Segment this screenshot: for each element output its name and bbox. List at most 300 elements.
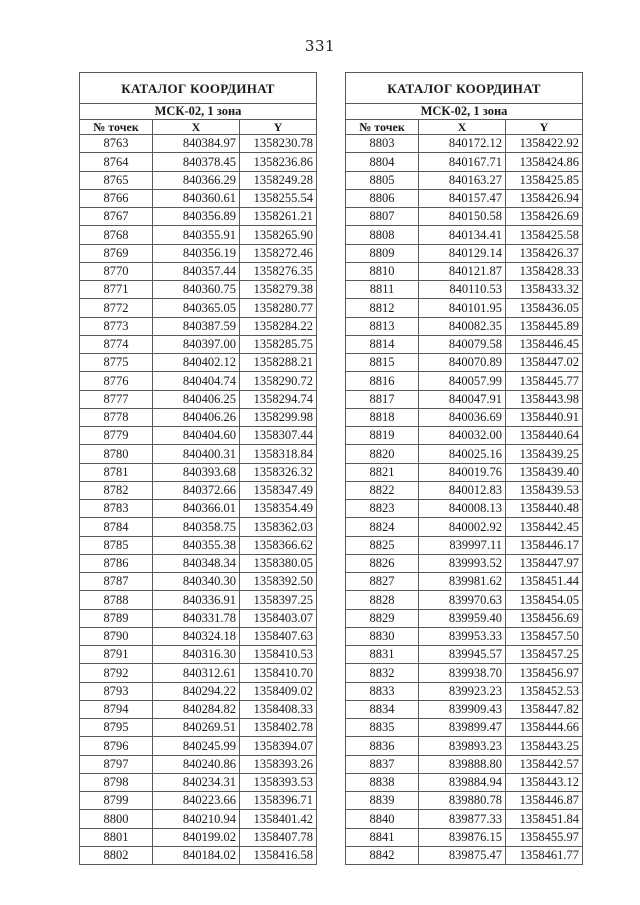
table-row	[80, 627, 317, 645]
y-coordinate-cell: 1358409.02	[240, 682, 317, 700]
table-row	[80, 189, 317, 207]
y-coordinate-cell: 1358440.91	[506, 408, 583, 426]
page-number: 331	[304, 37, 336, 55]
column-header-point-number: № точек	[346, 120, 419, 135]
point-number-cell: 8800	[80, 810, 153, 828]
y-coordinate-cell: 1358455.97	[506, 828, 583, 846]
point-number-cell: 8817	[346, 390, 419, 408]
x-coordinate-cell: 840167.71	[419, 153, 506, 171]
y-coordinate-cell: 1358447.97	[506, 554, 583, 572]
x-coordinate-cell: 840150.58	[419, 208, 506, 226]
x-coordinate-cell: 840355.91	[153, 226, 240, 244]
y-coordinate-cell: 1358422.92	[506, 135, 583, 153]
x-coordinate-cell: 840223.66	[153, 792, 240, 810]
y-coordinate-cell: 1358362.03	[240, 518, 317, 536]
point-number-cell: 8779	[80, 427, 153, 445]
y-coordinate-cell: 1358276.35	[240, 262, 317, 280]
x-coordinate-cell: 840184.02	[153, 846, 240, 864]
catalog-zone: МСК-02, 1 зона	[346, 104, 583, 120]
y-coordinate-cell: 1358439.53	[506, 481, 583, 499]
table-row	[80, 846, 317, 864]
y-coordinate-cell: 1358407.78	[240, 828, 317, 846]
point-number-cell: 8821	[346, 463, 419, 481]
point-number-cell: 8796	[80, 737, 153, 755]
y-coordinate-cell: 1358326.32	[240, 463, 317, 481]
x-coordinate-cell: 840402.12	[153, 354, 240, 372]
x-coordinate-cell: 840032.00	[419, 427, 506, 445]
y-coordinate-cell: 1358393.53	[240, 773, 317, 791]
x-coordinate-cell: 839938.70	[419, 664, 506, 682]
x-coordinate-cell: 839888.80	[419, 755, 506, 773]
table-row	[346, 646, 583, 664]
point-number-cell: 8831	[346, 646, 419, 664]
y-coordinate-cell: 1358456.69	[506, 609, 583, 627]
y-coordinate-cell: 1358445.89	[506, 317, 583, 335]
x-coordinate-cell: 840234.31	[153, 773, 240, 791]
point-number-cell: 8806	[346, 189, 419, 207]
y-coordinate-cell: 1358426.37	[506, 244, 583, 262]
table-row	[346, 463, 583, 481]
y-coordinate-cell: 1358284.22	[240, 317, 317, 335]
x-coordinate-cell: 840324.18	[153, 627, 240, 645]
x-coordinate-cell: 840163.27	[419, 171, 506, 189]
table-row	[80, 591, 317, 609]
y-coordinate-cell: 1358255.54	[240, 189, 317, 207]
point-number-cell: 8766	[80, 189, 153, 207]
y-coordinate-cell: 1358407.63	[240, 627, 317, 645]
x-coordinate-cell: 840366.01	[153, 500, 240, 518]
table-row	[346, 810, 583, 828]
x-coordinate-cell: 840079.58	[419, 335, 506, 353]
point-number-cell: 8786	[80, 554, 153, 572]
point-number-cell: 8770	[80, 262, 153, 280]
x-coordinate-cell: 840110.53	[419, 281, 506, 299]
point-number-cell: 8767	[80, 208, 153, 226]
y-coordinate-cell: 1358454.05	[506, 591, 583, 609]
point-number-cell: 8794	[80, 700, 153, 718]
x-coordinate-cell: 840294.22	[153, 682, 240, 700]
point-number-cell: 8798	[80, 773, 153, 791]
x-coordinate-cell: 840210.94	[153, 810, 240, 828]
point-number-cell: 8833	[346, 682, 419, 700]
y-coordinate-cell: 1358446.17	[506, 536, 583, 554]
x-coordinate-cell: 840047.91	[419, 390, 506, 408]
point-number-cell: 8774	[80, 335, 153, 353]
x-coordinate-cell: 840036.69	[419, 408, 506, 426]
point-number-cell: 8824	[346, 518, 419, 536]
y-coordinate-cell: 1358290.72	[240, 372, 317, 390]
table-row	[346, 317, 583, 335]
x-coordinate-cell: 840365.05	[153, 299, 240, 317]
table-row	[346, 481, 583, 499]
table-row	[80, 408, 317, 426]
table-row	[80, 682, 317, 700]
table-row	[346, 153, 583, 171]
table-row	[80, 536, 317, 554]
y-coordinate-cell: 1358457.50	[506, 627, 583, 645]
point-number-cell: 8809	[346, 244, 419, 262]
table-row	[80, 773, 317, 791]
table-row	[346, 354, 583, 372]
x-coordinate-cell: 839880.78	[419, 792, 506, 810]
point-number-cell: 8783	[80, 500, 153, 518]
point-number-cell: 8840	[346, 810, 419, 828]
table-row	[80, 153, 317, 171]
point-number-cell: 8818	[346, 408, 419, 426]
table-row	[80, 792, 317, 810]
x-coordinate-cell: 840129.14	[419, 244, 506, 262]
y-coordinate-cell: 1358446.87	[506, 792, 583, 810]
y-coordinate-cell: 1358433.32	[506, 281, 583, 299]
y-coordinate-cell: 1358442.45	[506, 518, 583, 536]
table-row	[80, 226, 317, 244]
table-row	[80, 262, 317, 280]
x-coordinate-cell: 840406.26	[153, 408, 240, 426]
table-row	[80, 171, 317, 189]
point-number-cell: 8801	[80, 828, 153, 846]
point-number-cell: 8764	[80, 153, 153, 171]
table-row	[80, 281, 317, 299]
y-coordinate-cell: 1358402.78	[240, 719, 317, 737]
y-coordinate-cell: 1358425.58	[506, 226, 583, 244]
table-row	[346, 554, 583, 572]
point-number-cell: 8810	[346, 262, 419, 280]
y-coordinate-cell: 1358451.44	[506, 573, 583, 591]
y-coordinate-cell: 1358457.25	[506, 646, 583, 664]
y-coordinate-cell: 1358230.78	[240, 135, 317, 153]
x-coordinate-cell: 840355.38	[153, 536, 240, 554]
x-coordinate-cell: 840002.92	[419, 518, 506, 536]
x-coordinate-cell: 840358.75	[153, 518, 240, 536]
point-number-cell: 8768	[80, 226, 153, 244]
table-row	[346, 700, 583, 718]
point-number-cell: 8829	[346, 609, 419, 627]
table-row	[346, 573, 583, 591]
x-coordinate-cell: 840384.97	[153, 135, 240, 153]
x-coordinate-cell: 840199.02	[153, 828, 240, 846]
column-header-x: X	[153, 120, 240, 135]
x-coordinate-cell: 839899.47	[419, 719, 506, 737]
table-row	[346, 372, 583, 390]
table-row	[346, 792, 583, 810]
x-coordinate-cell: 840012.83	[419, 481, 506, 499]
point-number-cell: 8771	[80, 281, 153, 299]
x-coordinate-cell: 839923.23	[419, 682, 506, 700]
point-number-cell: 8790	[80, 627, 153, 645]
table-row	[80, 427, 317, 445]
table-row	[80, 828, 317, 846]
point-number-cell: 8769	[80, 244, 153, 262]
point-number-cell: 8772	[80, 299, 153, 317]
point-number-cell: 8828	[346, 591, 419, 609]
coordinate-catalog-table-right	[345, 72, 583, 865]
y-coordinate-cell: 1358436.05	[506, 299, 583, 317]
y-coordinate-cell: 1358288.21	[240, 354, 317, 372]
y-coordinate-cell: 1358452.53	[506, 682, 583, 700]
table-row	[346, 828, 583, 846]
y-coordinate-cell: 1358408.33	[240, 700, 317, 718]
column-header-y: Y	[240, 120, 317, 135]
point-number-cell: 8781	[80, 463, 153, 481]
y-coordinate-cell: 1358440.64	[506, 427, 583, 445]
point-number-cell: 8784	[80, 518, 153, 536]
y-coordinate-cell: 1358265.90	[240, 226, 317, 244]
y-coordinate-cell: 1358440.48	[506, 500, 583, 518]
x-coordinate-cell: 840348.34	[153, 554, 240, 572]
y-coordinate-cell: 1358366.62	[240, 536, 317, 554]
table-row	[80, 518, 317, 536]
point-number-cell: 8802	[80, 846, 153, 864]
x-coordinate-cell: 840378.45	[153, 153, 240, 171]
point-number-cell: 8785	[80, 536, 153, 554]
point-number-cell: 8841	[346, 828, 419, 846]
table-row	[80, 609, 317, 627]
table-row	[346, 208, 583, 226]
x-coordinate-cell: 839876.15	[419, 828, 506, 846]
point-number-cell: 8820	[346, 445, 419, 463]
table-row	[346, 719, 583, 737]
x-coordinate-cell: 839893.23	[419, 737, 506, 755]
table-row	[80, 573, 317, 591]
point-number-cell: 8827	[346, 573, 419, 591]
table-row	[346, 664, 583, 682]
x-coordinate-cell: 839884.94	[419, 773, 506, 791]
x-coordinate-cell: 840404.74	[153, 372, 240, 390]
table-row	[80, 810, 317, 828]
point-number-cell: 8799	[80, 792, 153, 810]
y-coordinate-cell: 1358236.86	[240, 153, 317, 171]
point-number-cell: 8776	[80, 372, 153, 390]
table-row	[346, 408, 583, 426]
point-number-cell: 8812	[346, 299, 419, 317]
point-number-cell: 8816	[346, 372, 419, 390]
x-coordinate-cell: 840331.78	[153, 609, 240, 627]
point-number-cell: 8842	[346, 846, 419, 864]
x-coordinate-cell: 839877.33	[419, 810, 506, 828]
y-coordinate-cell: 1358279.38	[240, 281, 317, 299]
table-row	[346, 299, 583, 317]
point-number-cell: 8791	[80, 646, 153, 664]
table-row	[346, 262, 583, 280]
y-coordinate-cell: 1358401.42	[240, 810, 317, 828]
y-coordinate-cell: 1358461.77	[506, 846, 583, 864]
catalog-title: КАТАЛОГ КООРДИНАТ	[80, 73, 317, 104]
y-coordinate-cell: 1358439.25	[506, 445, 583, 463]
point-number-cell: 8813	[346, 317, 419, 335]
y-coordinate-cell: 1358396.71	[240, 792, 317, 810]
x-coordinate-cell: 839953.33	[419, 627, 506, 645]
table-row	[80, 135, 317, 153]
x-coordinate-cell: 839875.47	[419, 846, 506, 864]
y-coordinate-cell: 1358425.85	[506, 171, 583, 189]
point-number-cell: 8814	[346, 335, 419, 353]
y-coordinate-cell: 1358443.12	[506, 773, 583, 791]
point-number-cell: 8837	[346, 755, 419, 773]
point-number-cell: 8773	[80, 317, 153, 335]
y-coordinate-cell: 1358393.26	[240, 755, 317, 773]
x-coordinate-cell: 840404.60	[153, 427, 240, 445]
table-row	[346, 627, 583, 645]
x-coordinate-cell: 840240.86	[153, 755, 240, 773]
x-coordinate-cell: 839970.63	[419, 591, 506, 609]
y-coordinate-cell: 1358410.53	[240, 646, 317, 664]
y-coordinate-cell: 1358442.57	[506, 755, 583, 773]
x-coordinate-cell: 839945.57	[419, 646, 506, 664]
table-row	[80, 481, 317, 499]
y-coordinate-cell: 1358426.94	[506, 189, 583, 207]
table-row	[346, 737, 583, 755]
y-coordinate-cell: 1358380.05	[240, 554, 317, 572]
column-header-y: Y	[506, 120, 583, 135]
point-number-cell: 8834	[346, 700, 419, 718]
y-coordinate-cell: 1358392.50	[240, 573, 317, 591]
x-coordinate-cell: 840360.61	[153, 189, 240, 207]
table-row	[80, 700, 317, 718]
y-coordinate-cell: 1358394.07	[240, 737, 317, 755]
x-coordinate-cell: 840269.51	[153, 719, 240, 737]
y-coordinate-cell: 1358416.58	[240, 846, 317, 864]
x-coordinate-cell: 840372.66	[153, 481, 240, 499]
table-row	[346, 171, 583, 189]
x-coordinate-cell: 840284.82	[153, 700, 240, 718]
point-number-cell: 8825	[346, 536, 419, 554]
y-coordinate-cell: 1358318.84	[240, 445, 317, 463]
point-number-cell: 8808	[346, 226, 419, 244]
table-row	[80, 208, 317, 226]
table-row	[80, 372, 317, 390]
table-row	[80, 244, 317, 262]
y-coordinate-cell: 1358272.46	[240, 244, 317, 262]
x-coordinate-cell: 840082.35	[419, 317, 506, 335]
table-row	[80, 317, 317, 335]
y-coordinate-cell: 1358299.98	[240, 408, 317, 426]
table-row	[80, 554, 317, 572]
x-coordinate-cell: 840070.89	[419, 354, 506, 372]
point-number-cell: 8838	[346, 773, 419, 791]
table-row	[80, 737, 317, 755]
x-coordinate-cell: 839997.11	[419, 536, 506, 554]
x-coordinate-cell: 840101.95	[419, 299, 506, 317]
point-number-cell: 8782	[80, 481, 153, 499]
point-number-cell: 8797	[80, 755, 153, 773]
table-row	[346, 189, 583, 207]
y-coordinate-cell: 1358446.45	[506, 335, 583, 353]
x-coordinate-cell: 840406.25	[153, 390, 240, 408]
x-coordinate-cell: 839909.43	[419, 700, 506, 718]
table-row	[80, 646, 317, 664]
point-number-cell: 8823	[346, 500, 419, 518]
x-coordinate-cell: 839981.62	[419, 573, 506, 591]
point-number-cell: 8819	[346, 427, 419, 445]
point-number-cell: 8805	[346, 171, 419, 189]
point-number-cell: 8788	[80, 591, 153, 609]
x-coordinate-cell: 840360.75	[153, 281, 240, 299]
point-number-cell: 8765	[80, 171, 153, 189]
table-row	[80, 463, 317, 481]
column-header-point-number: № точек	[80, 120, 153, 135]
x-coordinate-cell: 840387.59	[153, 317, 240, 335]
table-row	[346, 500, 583, 518]
table-row	[346, 755, 583, 773]
table-row	[80, 445, 317, 463]
y-coordinate-cell: 1358397.25	[240, 591, 317, 609]
y-coordinate-cell: 1358447.02	[506, 354, 583, 372]
table-row	[346, 281, 583, 299]
table-row	[346, 609, 583, 627]
table-row	[80, 500, 317, 518]
point-number-cell: 8830	[346, 627, 419, 645]
y-coordinate-cell: 1358347.49	[240, 481, 317, 499]
x-coordinate-cell: 840025.16	[419, 445, 506, 463]
point-number-cell: 8826	[346, 554, 419, 572]
table-row	[346, 226, 583, 244]
x-coordinate-cell: 840312.61	[153, 664, 240, 682]
table-row	[346, 518, 583, 536]
x-coordinate-cell: 840336.91	[153, 591, 240, 609]
table-row	[346, 591, 583, 609]
table-row	[80, 299, 317, 317]
catalog-title: КАТАЛОГ КООРДИНАТ	[346, 73, 583, 104]
y-coordinate-cell: 1358445.77	[506, 372, 583, 390]
y-coordinate-cell: 1358451.84	[506, 810, 583, 828]
point-number-cell: 8836	[346, 737, 419, 755]
y-coordinate-cell: 1358249.28	[240, 171, 317, 189]
point-number-cell: 8763	[80, 135, 153, 153]
x-coordinate-cell: 840172.12	[419, 135, 506, 153]
point-number-cell: 8775	[80, 354, 153, 372]
table-row	[80, 354, 317, 372]
y-coordinate-cell: 1358443.98	[506, 390, 583, 408]
point-number-cell: 8803	[346, 135, 419, 153]
point-number-cell: 8777	[80, 390, 153, 408]
y-coordinate-cell: 1358443.25	[506, 737, 583, 755]
x-coordinate-cell: 840366.29	[153, 171, 240, 189]
y-coordinate-cell: 1358294.74	[240, 390, 317, 408]
y-coordinate-cell: 1358285.75	[240, 335, 317, 353]
table-row	[346, 244, 583, 262]
point-number-cell: 8795	[80, 719, 153, 737]
point-number-cell: 8811	[346, 281, 419, 299]
x-coordinate-cell: 840057.99	[419, 372, 506, 390]
point-number-cell: 8787	[80, 573, 153, 591]
table-row	[80, 755, 317, 773]
x-coordinate-cell: 840357.44	[153, 262, 240, 280]
coordinate-catalog-table-left	[79, 72, 317, 865]
point-number-cell: 8780	[80, 445, 153, 463]
y-coordinate-cell: 1358456.97	[506, 664, 583, 682]
table-row	[80, 335, 317, 353]
table-row	[346, 846, 583, 864]
y-coordinate-cell: 1358428.33	[506, 262, 583, 280]
point-number-cell: 8835	[346, 719, 419, 737]
point-number-cell: 8793	[80, 682, 153, 700]
x-coordinate-cell: 840340.30	[153, 573, 240, 591]
y-coordinate-cell: 1358447.82	[506, 700, 583, 718]
point-number-cell: 8792	[80, 664, 153, 682]
y-coordinate-cell: 1358307.44	[240, 427, 317, 445]
x-coordinate-cell: 839993.52	[419, 554, 506, 572]
table-row	[346, 536, 583, 554]
x-coordinate-cell: 840356.89	[153, 208, 240, 226]
x-coordinate-cell: 840019.76	[419, 463, 506, 481]
table-row	[80, 719, 317, 737]
point-number-cell: 8807	[346, 208, 419, 226]
table-row	[346, 445, 583, 463]
y-coordinate-cell: 1358439.40	[506, 463, 583, 481]
catalog-zone: МСК-02, 1 зона	[80, 104, 317, 120]
x-coordinate-cell: 840008.13	[419, 500, 506, 518]
x-coordinate-cell: 840356.19	[153, 244, 240, 262]
